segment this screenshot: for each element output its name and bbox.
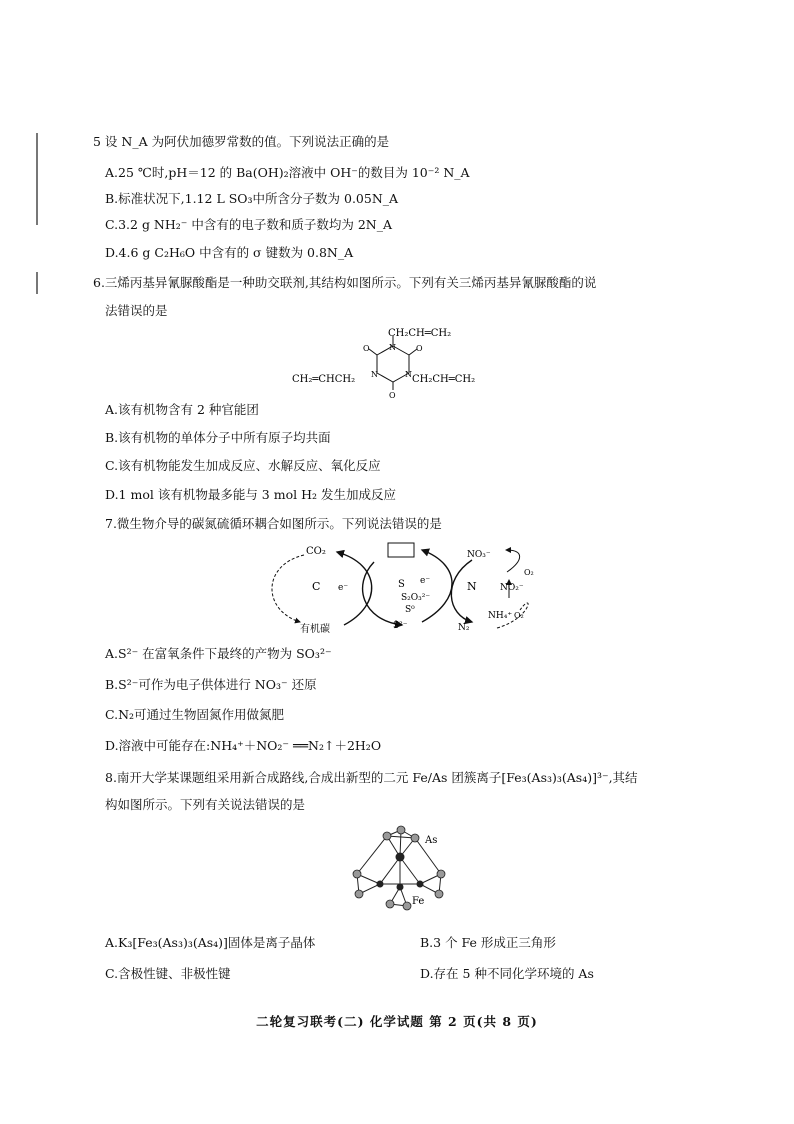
q6-o-right: O (416, 344, 423, 353)
q8-option-a: A.K₃[Fe₃(As₃)₃(As₄)]固体是离子晶体 (105, 935, 316, 950)
q5-option-b: B.标准状况下,1.12 L SO₃中所含分子数为 0.05N_A (105, 191, 399, 206)
q7-s2o3: S₂O₃²⁻ (401, 593, 431, 603)
q6-structure-diagram (285, 322, 505, 402)
q6-n-left: N (371, 370, 378, 379)
q7-cycle-diagram (262, 540, 562, 635)
q7-no2: NO₂⁻ (500, 583, 524, 593)
q8-cluster-diagram (345, 822, 455, 922)
q7-c: C (312, 580, 321, 593)
binding-margin-line (36, 272, 38, 294)
q8-option-d: D.存在 5 种不同化学环境的 As (420, 966, 594, 981)
q7-option-b: B.S²⁻可作为电子供体进行 NO₃⁻ 还原 (105, 677, 317, 692)
q7-o2a: O₂ (524, 568, 534, 577)
q6-left-group: CH₂═CHCH₂ (292, 374, 356, 385)
q7-n: N (467, 580, 477, 593)
q7-option-c: C.N₂可通过生物固氮作用做氮肥 (105, 707, 285, 722)
q6-option-c: C.该有机物能发生加成反应、水解反应、氧化反应 (105, 458, 381, 473)
q7-blank-box (388, 543, 414, 557)
q6-option-d: D.1 mol 该有机物最多能与 3 mol H₂ 发生加成反应 (105, 487, 396, 502)
q7-organic-carbon: 有机碳 (300, 624, 330, 635)
q6-right-group: CH₂CH═CH₂ (412, 374, 476, 385)
q8-stem-line1: 8.南开大学某课题组采用新合成路线,合成出新型的二元 Fe/As 团簇离子[Fe₃(As₃)₃(As₄)]³⁻,其结 (105, 770, 638, 785)
q6-o-bottom: O (389, 391, 396, 400)
q8-label-fe: Fe (412, 896, 425, 907)
q7-co2: CO₂ (306, 546, 326, 557)
q7-no3: NO₃⁻ (467, 550, 491, 560)
q6-option-b: B.该有机物的单体分子中所有原子均共面 (105, 430, 331, 445)
q8-option-c: C.含极性键、非极性键 (105, 966, 231, 981)
q7-s0: S⁰ (405, 605, 415, 615)
q6-stem-line2: 法错误的是 (105, 303, 168, 318)
q7-n2: N₂ (458, 623, 470, 633)
q7-option-d: D.溶液中可能存在:NH₄⁺＋NO₂⁻ ══N₂↑＋2H₂O (105, 738, 382, 753)
q7-s: S (398, 579, 405, 590)
q6-n-right: N (405, 370, 412, 379)
q6-o-left: O (363, 344, 370, 353)
page-footer: 二轮复习联考(二) 化学试题 第 2 页(共 8 页) (256, 1014, 538, 1029)
q7-option-a: A.S²⁻ 在富氧条件下最终的产物为 SO₃²⁻ (105, 646, 332, 661)
q7-e2: e⁻ (420, 576, 431, 586)
q7-nh4: NH₄⁺ (488, 611, 513, 621)
q8-stem-line2: 构如图所示。下列有关说法错误的是 (105, 797, 306, 812)
q5-option-a: A.25 ℃时,pH＝12 的 Ba(OH)₂溶液中 OH⁻的数目为 10⁻² N_A (105, 165, 470, 180)
binding-margin-line (36, 133, 38, 225)
q5-stem: 5 设 N_A 为阿伏加德罗常数的值。下列说法正确的是 (93, 134, 390, 149)
q7-e1: e⁻ (338, 583, 349, 593)
q7-stem: 7.微生物介导的碳氮硫循环耦合如图所示。下列说法错误的是 (105, 516, 442, 531)
q5-option-d: D.4.6 g C₂H₆O 中含有的 σ 键数为 0.8N_A (105, 245, 354, 260)
q7-s2: S²⁻ (393, 621, 408, 631)
q8-label-as: As (425, 835, 438, 846)
q6-option-a: A.该有机物含有 2 种官能团 (105, 402, 259, 417)
q8-option-b: B.3 个 Fe 形成正三角形 (420, 935, 556, 950)
q5-option-c: C.3.2 g NH₂⁻ 中含有的电子数和质子数均为 2N_A (105, 217, 392, 232)
q6-top-group: CH₂CH═CH₂ (388, 328, 452, 339)
q6-stem-line1: 6.三烯丙基异氰脲酸酯是一种助交联剂,其结构如图所示。下列有关三烯丙基异氰脲酸酯的说 (93, 275, 597, 290)
q7-o2b: O₂ (514, 611, 524, 620)
q6-n-top: N (389, 343, 396, 352)
